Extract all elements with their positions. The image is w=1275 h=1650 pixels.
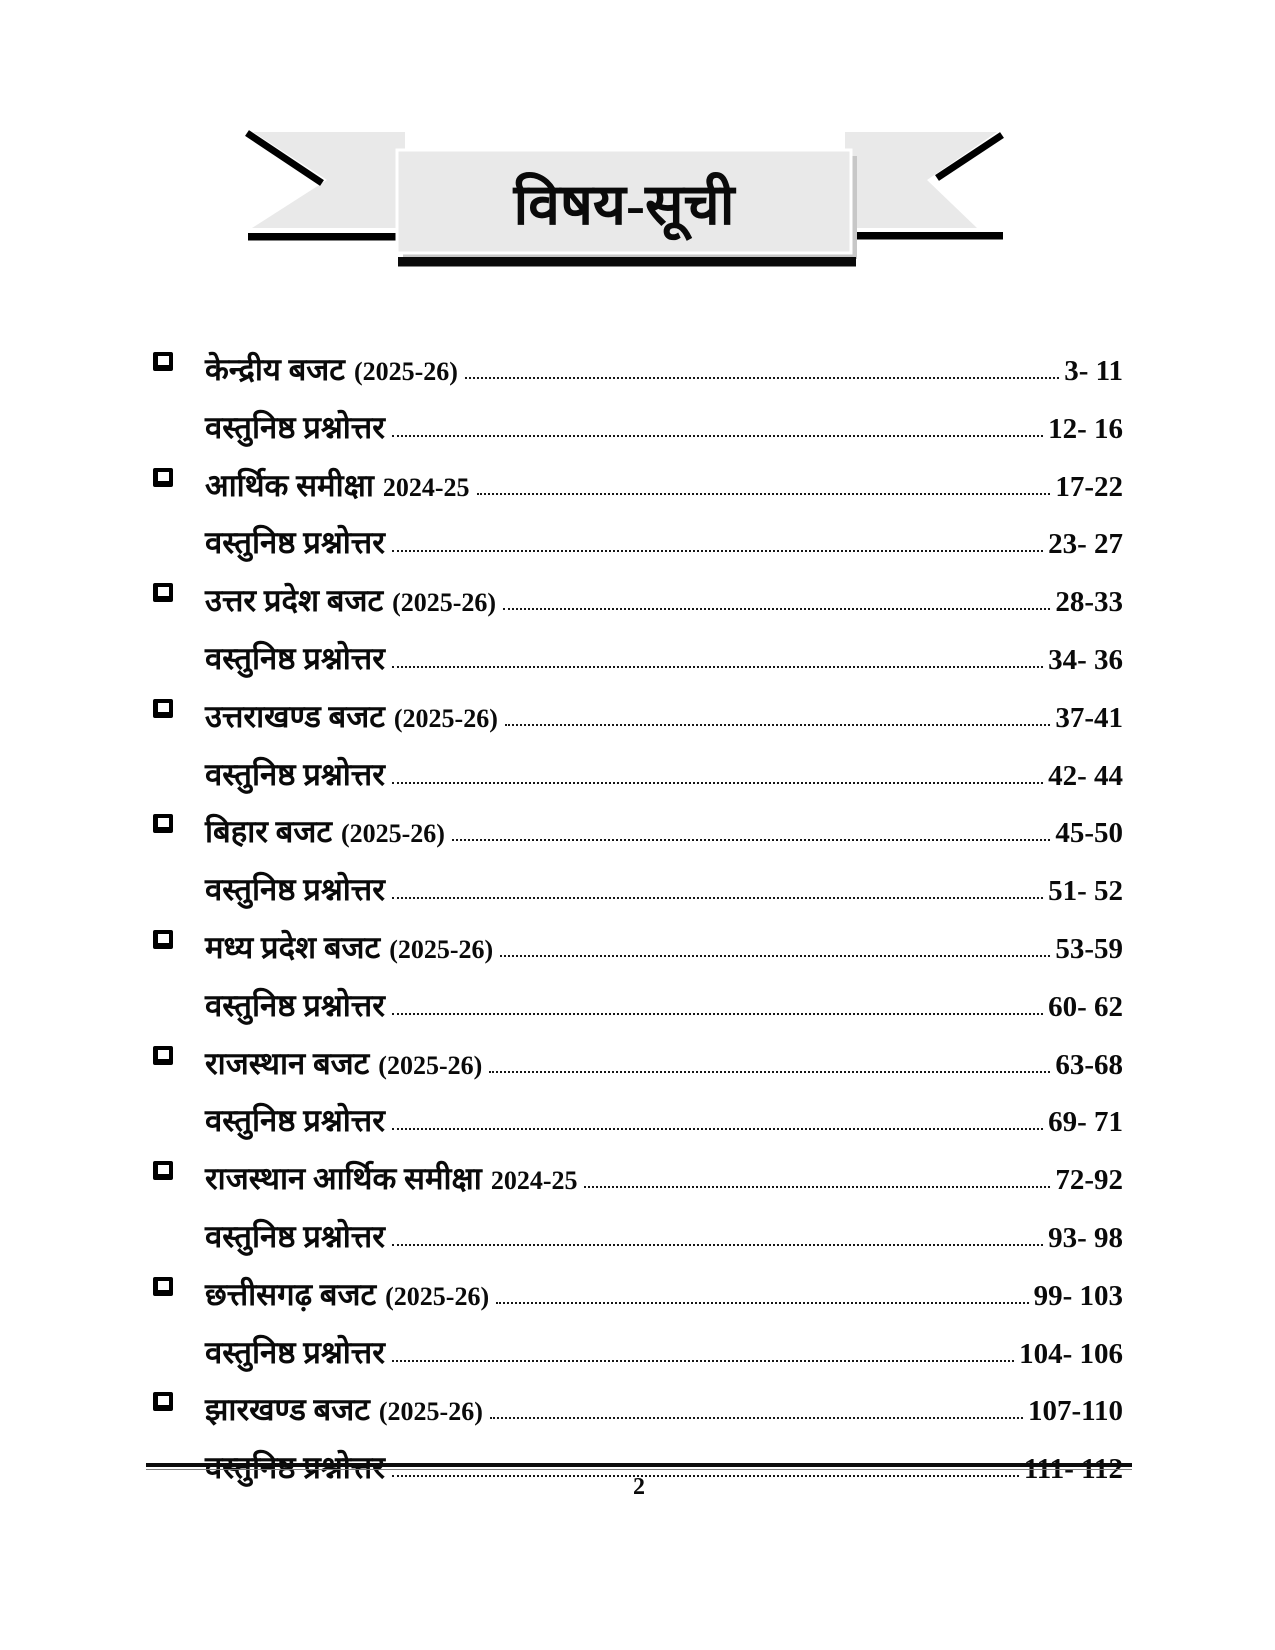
entry-page-range: 107-110 <box>1027 1395 1123 1428</box>
dot-leader <box>392 897 1043 899</box>
bullet-cell <box>153 578 205 636</box>
entry-label: वस्तुनिष्ठ प्रश्नोत्तर <box>205 872 385 908</box>
entry-page-range: 69- 71 <box>1048 1106 1123 1139</box>
dot-leader <box>477 493 1051 495</box>
page-number: 2 <box>633 1474 645 1500</box>
toc-row <box>153 514 1123 572</box>
square-bullet-icon <box>153 583 173 602</box>
entry-year: 2024-25 <box>382 472 470 502</box>
entry-year: (2025-26) <box>378 1397 483 1427</box>
dot-leader <box>392 550 1043 552</box>
dot-leader <box>392 1013 1043 1015</box>
dot-leader <box>392 782 1043 784</box>
footer-rule <box>146 1463 1132 1470</box>
dot-leader <box>496 1302 1028 1304</box>
entry-page-range: 53-59 <box>1055 932 1123 965</box>
entry-page-range: 99- 103 <box>1033 1279 1123 1312</box>
dot-leader <box>505 724 1050 726</box>
entry-label: वस्तुनिष्ठ प्रश्नोत्तर <box>205 1103 385 1139</box>
ribbon-left-underline <box>248 233 400 241</box>
entry-page-range: 45-50 <box>1055 817 1123 850</box>
dot-leader <box>392 1128 1043 1130</box>
toc-row <box>153 1266 1123 1324</box>
bullet-cell <box>153 463 205 521</box>
toc-row <box>153 399 1123 457</box>
entry-label: उत्तराखण्ड बजट <box>205 698 385 734</box>
dot-leader <box>465 377 1059 379</box>
bullet-cell <box>153 347 205 405</box>
entry-label: वस्तुनिष्ठ प्रश्नोत्तर <box>205 756 385 792</box>
bullet-cell <box>153 694 205 752</box>
bullet-cell <box>153 1272 205 1330</box>
entry-label: केन्द्रीय बजट <box>205 352 345 387</box>
toc-list <box>153 341 1123 1497</box>
dot-leader <box>392 1244 1043 1246</box>
ribbon-banner <box>240 118 1010 278</box>
entry-label: आर्थिक समीक्षा <box>205 467 374 503</box>
square-bullet-icon <box>153 468 173 487</box>
toc-row <box>153 1150 1123 1208</box>
entry-page-range: 17-22 <box>1055 470 1123 503</box>
entry-page-range: 23- 27 <box>1048 528 1123 561</box>
dot-leader <box>452 839 1050 841</box>
entry-label: राजस्थान बजट <box>205 1045 370 1081</box>
page-title: विषय-सूची <box>513 173 735 237</box>
square-bullet-icon <box>153 1392 173 1411</box>
square-bullet-icon <box>153 699 173 718</box>
entry-label: वस्तुनिष्ठ प्रश्नोत्तर <box>205 1450 385 1486</box>
entry-label: वस्तुनिष्ठ प्रश्नोत्तर <box>205 409 385 445</box>
entry-page-range: 111- 112 <box>1023 1453 1123 1486</box>
square-bullet-icon <box>153 1277 173 1296</box>
toc-row <box>153 341 1123 399</box>
toc-row <box>153 630 1123 688</box>
entry-year: (2025-26) <box>393 703 498 733</box>
entry-page-range: 51- 52 <box>1048 875 1123 908</box>
entry-page-range: 93- 98 <box>1048 1221 1123 1254</box>
entry-label: झारखण्ड बजट <box>205 1392 370 1428</box>
entry-label: वस्तुनिष्ठ प्रश्नोत्तर <box>205 640 385 676</box>
entry-label: बिहार बजट <box>205 814 332 850</box>
entry-label: उत्तर प्रदेश बजट <box>205 583 384 619</box>
bullet-cell <box>153 1041 205 1099</box>
square-bullet-icon <box>153 930 173 949</box>
square-bullet-icon <box>153 1161 173 1180</box>
entry-year: (2025-26) <box>392 588 497 618</box>
ribbon-right-tail <box>845 132 997 228</box>
entry-page-range: 104- 106 <box>1019 1337 1123 1370</box>
entry-year: (2025-26) <box>353 357 458 386</box>
toc-row <box>153 1035 1123 1093</box>
bullet-cell <box>153 1387 205 1445</box>
entry-label: वस्तुनिष्ठ प्रश्नोत्तर <box>205 525 385 561</box>
dot-leader <box>392 666 1043 668</box>
toc-row <box>153 1092 1123 1150</box>
dot-leader <box>490 1417 1023 1419</box>
dot-leader <box>392 1360 1014 1362</box>
toc-row <box>153 861 1123 919</box>
square-bullet-icon <box>153 352 173 371</box>
entry-page-range: 42- 44 <box>1048 759 1123 792</box>
entry-label: छत्तीसगढ़ बजट <box>205 1276 377 1312</box>
toc-row <box>153 746 1123 804</box>
toc-row <box>153 1324 1123 1382</box>
dot-leader <box>503 608 1050 610</box>
entry-page-range: 28-33 <box>1055 586 1123 619</box>
toc-row <box>153 977 1123 1035</box>
entry-year: 2024-25 <box>490 1166 578 1196</box>
toc-row <box>153 919 1123 977</box>
entry-year: (2025-26) <box>385 1281 490 1311</box>
ribbon-right-underline <box>853 232 1003 240</box>
entry-page-range: 12- 16 <box>1048 412 1123 445</box>
dot-leader <box>500 955 1050 957</box>
dot-leader <box>392 435 1043 437</box>
toc-row <box>153 1208 1123 1266</box>
bullet-cell <box>153 1156 205 1214</box>
toc-row <box>153 572 1123 630</box>
title-panel-underline <box>398 257 856 267</box>
entry-label: वस्तुनिष्ठ प्रश्नोत्तर <box>205 1218 385 1254</box>
square-bullet-icon <box>153 1046 173 1065</box>
toc-row <box>153 688 1123 746</box>
entry-page-range: 63-68 <box>1055 1048 1123 1081</box>
entry-page-range: 37-41 <box>1055 701 1123 734</box>
entry-year: (2025-26) <box>340 819 445 849</box>
bullet-cell <box>153 809 205 867</box>
entry-page-range: 34- 36 <box>1048 643 1123 676</box>
entry-label: मध्य प्रदेश बजट <box>205 929 381 965</box>
entry-label: वस्तुनिष्ठ प्रश्नोत्तर <box>205 1334 385 1370</box>
square-bullet-icon <box>153 814 173 833</box>
entry-page-range: 3- 11 <box>1064 355 1123 387</box>
toc-row <box>153 457 1123 515</box>
entry-page-range: 60- 62 <box>1048 990 1123 1023</box>
entry-label: वस्तुनिष्ठ प्रश्नोत्तर <box>205 987 385 1023</box>
entry-year: (2025-26) <box>378 1050 483 1080</box>
entry-year: (2025-26) <box>389 934 494 964</box>
entry-label: राजस्थान आर्थिक समीक्षा <box>205 1161 482 1197</box>
bullet-cell <box>153 925 205 983</box>
dot-leader <box>489 1071 1050 1073</box>
toc-row <box>153 1381 1123 1439</box>
toc-row <box>153 803 1123 861</box>
entry-page-range: 72-92 <box>1055 1164 1123 1197</box>
dot-leader <box>584 1186 1050 1188</box>
ribbon-left-tail <box>252 132 405 228</box>
